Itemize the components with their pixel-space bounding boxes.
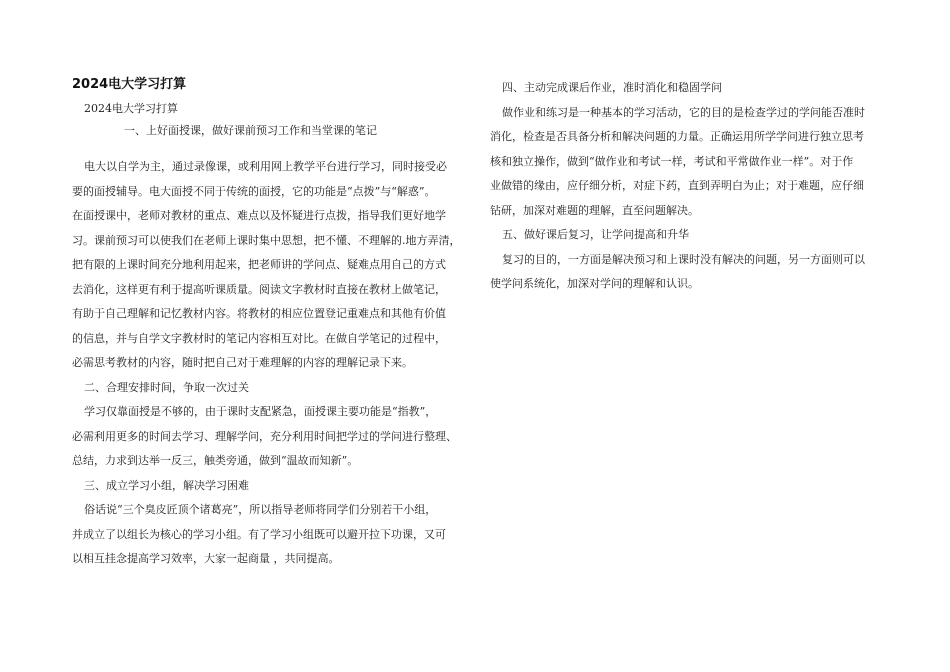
- paragraph-line: 在面授课中，老师对教材的重点、难点以及怀疑进行点拨，指导我们更好地学: [72, 209, 446, 222]
- paragraph-line: 消化，检查是否具备分析和解决问题的力量。正确运用所学学问进行独立思考: [490, 130, 864, 143]
- section-2-heading: 二、合理安排时间，争取一次过关: [84, 380, 249, 394]
- paragraph-line: 把有限的上课时间充分地利用起来，把老师讲的学问点、疑难点用自己的方式: [72, 258, 446, 271]
- paragraph-line: 必需利用更多的时间去学习、理解学问，充分利用时间把学过的学问进行整理、: [72, 429, 457, 443]
- section-1-heading: 一、上好面授课，做好课前预习工作和当堂课的笔记: [124, 124, 377, 137]
- section-3-paragraph: [72, 498, 464, 572]
- paragraph-line: 有助于自己理解和记忆教材内容。将教材的相应位置登记重难点和其他有价值: [72, 307, 446, 320]
- paragraph-line: 做作业和练习是一种基本的学习活动，它的目的是检查学过的学问能否准时: [502, 105, 865, 119]
- paragraph-line: 业做错的缘由，应仔细分析，对症下药，直到弄明白为止；对于难题，应仔细: [490, 179, 864, 192]
- paragraph-line: 必需思考教材的内容，随时把自己对于难理解的内容的理解记录下来。: [72, 356, 413, 369]
- paragraph-line: 学习仅靠面授是不够的，由于课时支配紧急，面授课主要功能是“指教”，: [84, 405, 437, 418]
- paragraph-line: 俗话说“三个臭皮匠顶个诸葛亮”，所以指导老师将同学们分别若干小组，: [84, 503, 437, 516]
- section-2-paragraph: [72, 400, 464, 474]
- paragraph-line: 钻研，加深对难题的理解，直至问题解决。: [490, 203, 699, 217]
- document-title: 2024电大学习打算: [72, 77, 187, 92]
- section-4-heading: 四、主动完成课后作业，准时消化和稳固学问: [502, 81, 722, 94]
- right-column: [490, 76, 880, 297]
- document-subtitle: 2024电大学习打算: [84, 102, 178, 115]
- paragraph-line: 的信息，并与自学文字教材时的笔记内容相互对比。在做自学笔记的过程中，: [72, 331, 446, 345]
- section-3-heading: 三、成立学习小组，解决学习困难: [84, 478, 249, 492]
- paragraph-line: 总结，力求到达举一反三，触类旁通，做到“温故而知新”。: [72, 454, 359, 467]
- paragraph-line: 习。课前预习可以使我们在老师上课时集中思想，把不懂、不理解的.地方弄清，: [72, 233, 461, 247]
- paragraph-line: 去消化，这样更有利于提高听课质量。阅读文字教材时直接在教材上做笔记，: [72, 282, 446, 296]
- section-1-paragraph: [72, 155, 464, 376]
- paragraph-line: 要的面授辅导。电大面授不同于传统的面授，它的功能是“点拨”与“解惑”。: [72, 184, 436, 198]
- paragraph-line: 使学问系统化，加深对学问的理解和认识。: [490, 277, 699, 290]
- paragraph-line: 电大以自学为主，通过录像课，或利用网上教学平台进行学习，同时接受必: [84, 160, 447, 173]
- section-5-paragraph: [490, 248, 880, 297]
- paragraph-line: 以相互挂念提高学习效率，大家一起商量 ，共同提高。: [72, 552, 340, 565]
- left-column: [72, 76, 464, 572]
- section-5-heading: 五、做好课后复习，让学问提高和升华: [502, 228, 689, 241]
- paragraph-line: 并成立了以组长为核心的学习小组。有了学习小组既可以避开拉下功课，又可: [72, 527, 446, 541]
- paragraph-line: 复习的目的，一方面是解决预习和上课时没有解决的问题，另一方面则可以: [502, 252, 865, 266]
- paragraph-line: 核和独立操作，做到“做作业和考试一样，考试和平常做作业一样”。对于作: [490, 154, 854, 168]
- section-4-paragraph: [490, 101, 880, 224]
